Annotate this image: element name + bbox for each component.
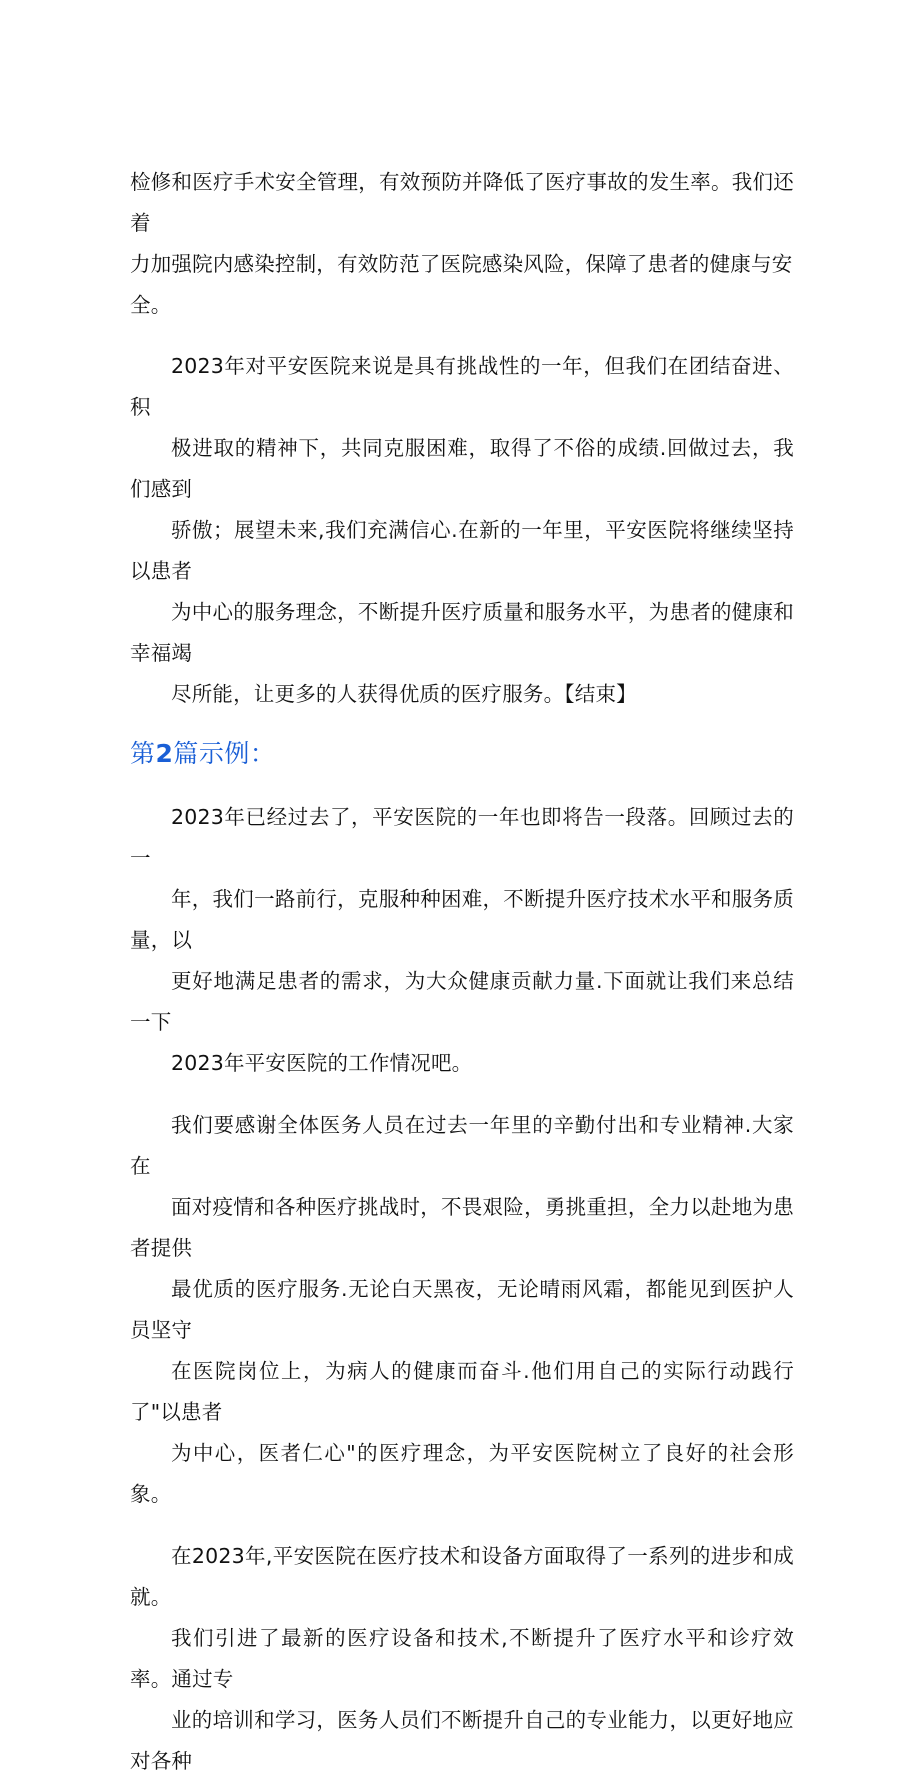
text-line: 面对疫情和各种医疗挑战时，不畏艰险，勇挑重担，全力以赴地为患者提供 <box>130 1195 794 1260</box>
text-line: 最优质的医疗服务.无论白天黑夜，无论晴雨风霜，都能见到医护人员坚守 <box>130 1277 794 1342</box>
text-line: 极进取的精神下，共同克服困难，取得了不俗的成绩.回做过去，我们感到 <box>130 436 794 501</box>
section-heading <box>130 733 794 775</box>
paragraph-gap <box>130 1084 794 1105</box>
text-line: 检修和医疗手术安全管理，有效预防并降低了医疗事故的发生率。我们还着 <box>130 170 794 235</box>
paragraph-gap <box>130 715 794 733</box>
text-line: 我们要感谢全体医务人员在过去一年里的辛勤付出和专业精神.大家在 <box>130 1113 794 1178</box>
text-line: 在2023年,平安医院在医疗技术和设备方面取得了一系列的进步和成就。 <box>130 1544 794 1609</box>
text-line: 在医院岗位上，为病人的健康而奋斗.他们用自己的实际行动践行了"以患者 <box>130 1359 794 1424</box>
text-line: 为中心的服务理念，不断提升医疗质量和服务水平，为患者的健康和幸福竭 <box>130 600 794 665</box>
document-body <box>130 162 794 1782</box>
text-line: 力加强院内感染控制，有效防范了医院感染风险，保障了患者的健康与安 <box>130 252 793 276</box>
paragraph-1 <box>130 162 794 326</box>
paragraph-5 <box>130 1536 794 1782</box>
heading-prefix: 第 <box>130 739 156 768</box>
paragraph-4 <box>130 1105 794 1515</box>
text-line: 我们引进了最新的医疗设备和技术,不断提升了医疗水平和诊疗效率。通过专 <box>130 1626 794 1691</box>
text-line: 业的培训和学习，医务人员们不断提升自己的专业能力，以更好地应对各种 <box>130 1708 794 1773</box>
text-line: 全。 <box>130 293 172 317</box>
paragraph-3 <box>130 797 794 1084</box>
text-line: 2023年对平安医院来说是具有挑战性的一年，但我们在团结奋进、积 <box>130 354 794 419</box>
text-line: 更好地满足患者的需求，为大众健康贡献力量.下面就让我们来总结一下 <box>130 969 794 1034</box>
paragraph-gap <box>130 1515 794 1536</box>
text-line: 为中心，医者仁心"的医疗理念，为平安医院树立了良好的社会形象。 <box>130 1441 794 1506</box>
text-line: 2023年已经过去了，平安医院的一年也即将告一段落。回顾过去的一 <box>130 805 794 870</box>
paragraph-gap <box>130 326 794 346</box>
paragraph-gap <box>130 775 794 797</box>
text-line: 年，我们一路前行，克服种种困难，不断提升医疗技术水平和服务质量，以 <box>130 887 794 952</box>
text-line: 骄傲；展望未来,我们充满信心.在新的一年里，平安医院将继续坚持以患者 <box>130 518 794 583</box>
text-line: 2023年平安医院的工作情况吧。 <box>171 1051 473 1075</box>
heading-suffix: 篇示例： <box>173 739 276 768</box>
paragraph-2 <box>130 346 794 715</box>
heading-number: 2 <box>155 739 174 768</box>
text-line: 尽所能，让更多的人获得优质的医疗服务。【结束】 <box>171 682 637 706</box>
